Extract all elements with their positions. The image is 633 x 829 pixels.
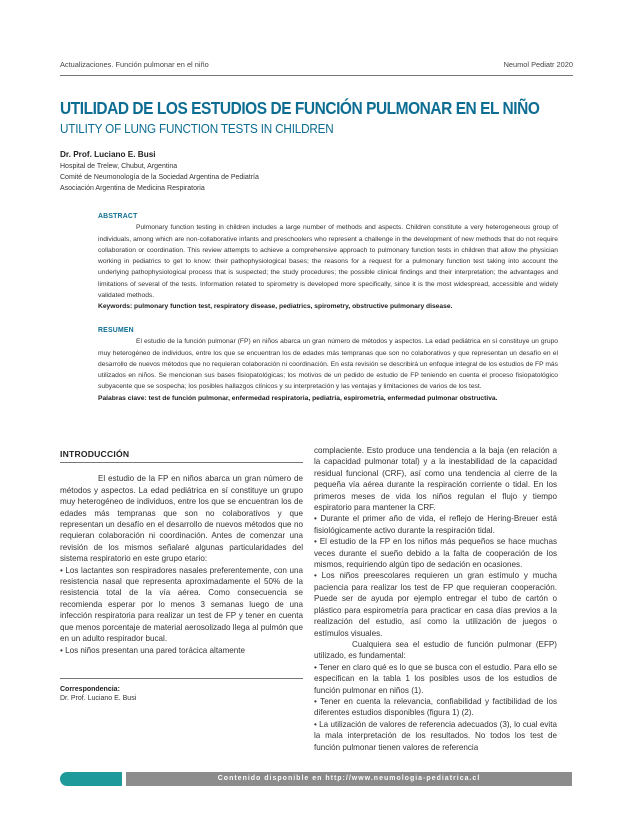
intro-bullet-hering-breuer: • Durante el primer año de vida, el reflejo de Hering-Breuer está fisiológicamente activo durante la respiración tidal. — [314, 514, 557, 535]
article-title-english: UTILITY OF LUNG FUNCTION TESTS IN CHILDREN — [60, 122, 334, 136]
author-block — [60, 150, 460, 194]
page-footer — [60, 772, 572, 786]
abstract-text: Pulmonary function testing in children includes a large number of methods and aspects. Children constitute a very heterogeneous group of individuals, among which are non-collaborative infants and preschoolers who represent a challenge in the development of new methods that do not require collaboration or coordination. This review attempts to achieve a comprehensive approach to pulmonary function tests in children that allow the physician working in pediatrics to get to know: their pathophysiological bases; the reasons for a request for a pulmonary function test taking into account the underlying pathophysiological process that is suspected; the study procedures; the possible clinical findings and their interpretation; the advantages and limitations of several of the tests. Information related to spirometry is developed more specifically, since it is the most widespread, accessible and widely validated methods. — [98, 224, 558, 300]
introduction-heading: INTRODUCCIÓN — [60, 449, 130, 459]
correspondence-heading: Correspondencia: — [60, 686, 120, 693]
body-column-left — [60, 445, 303, 656]
intro-bullet-preschool: • Los niños preescolares requieren un gran estímulo y mucha paciencia para realizar los test de FP que requieran cooperación. Puede ser de ayuda por ejemplo entregar el tubo de cartón o plástico para espirometría para practicar en casa días previos a la realización del estudio, así como la utilización de juegos o estímulos visuales. — [314, 571, 557, 638]
running-header — [60, 60, 573, 74]
abstract-spanish — [98, 325, 558, 404]
abstract-keywords: Keywords: pulmonary function test, respiratory disease, pediatrics, spirometry, obstructive pulmonary disease. — [98, 303, 453, 311]
author-name: Dr. Prof. Luciano E. Busi — [60, 150, 156, 159]
affiliation-3: Asociación Argentina de Medicina Respiratoria — [60, 185, 205, 192]
affiliation-1: Hospital de Trelew, Chubut, Argentina — [60, 163, 178, 170]
article-title-spanish: UTILIDAD DE LOS ESTUDIOS DE FUNCIÓN PULMONAR EN EL NIÑO — [60, 98, 540, 118]
resumen-keywords: Palabras clave: test de función pulmonar, enfermedad respiratoria, pediatría, espirometría, enfermedad pulmonar obstructiva. — [98, 394, 498, 402]
intro-bullet-sleep: • El estudio de la FP en los niños más pequeños se hace muchas veces durante el sueño debido a la falta de cooperación de los mismos, requiriendo algún tipo de sedación en ocasiones. — [314, 537, 557, 570]
intro-continuation: complaciente. Esto produce una tendencia a la baja (en relación a la capacidad pulmonar total) y a la inestabilidad de la capacidad residual funcional (CRF), así como una tendencia al cierre de la pequeña vía aérea durante la respiración corriente o tidal. En los primeros meses de vida los niños regulan el flujo y tiempo espiratorio para mantener la CRF. — [314, 446, 557, 513]
correspondence-name: Dr. Prof. Luciano E. Busi — [60, 695, 137, 702]
correspondence-divider — [60, 678, 303, 679]
running-header-journal: Neumol Pediatr 2020 — [503, 60, 573, 69]
body-column-right — [314, 445, 557, 753]
footer-accent-tab — [60, 772, 122, 786]
intro-paragraph-1: El estudio de la FP en niños abarca un gran número de métodos y aspectos. La edad pediátrica en sí constituye un grupo muy heterogéneo de individuos, entre los que se encuentran los de edades más tempranas que son no colaborativos y que representan un desafío en el desarrollo de nuevos métodos que no requieran colaboración ni coordinación. Antes de comenzar una revisión de los mismos señalaré algunas particularidades del sistema respiratorio en este grupo etario: — [60, 474, 303, 564]
intro-paragraph-efp: Cualquiera sea el estudio de función pulmonar (EFP) utilizado, es fundamental: — [314, 639, 557, 661]
intro-bullet-purpose: • Tener en claro qué es lo que se busca con el estudio. Para ello se especifican en la tabla 1 los posibles usos de los estudios de función pulmonar en niños (1). — [314, 662, 557, 695]
section-divider — [60, 462, 303, 463]
intro-bullet-chest-wall: • Los niños presentan una pared torácica altamente — [60, 645, 246, 655]
correspondence-block — [60, 678, 303, 702]
footer-website-link[interactable]: Contenido disponible en http://www.neumologia-pediatrica.cl — [126, 772, 572, 786]
intro-bullet-infants: • Los lactantes son respiradores nasales preferentemente, con una resistencia nasal que representa aproximadamente el 50% de la resistencia total de la vía aérea. Como consecuencia se recomienda esperar por lo menos 3 semanas luego de una infección respiratoria para realizar un test de FP y tener en cuenta que menos porcentaje de material aerosolizado llega al pulmón que en un adulto respirador bucal. — [60, 565, 303, 644]
resumen-heading: RESUMEN — [98, 327, 134, 334]
affiliation-2: Comité de Neumonología de la Sociedad Argentina de Pediatría — [60, 174, 259, 181]
resumen-text: El estudio de la función pulmonar (FP) en niños abarca un gran número de métodos y aspectos. La edad pediátrica en sí constituye un grupo muy heterogéneo de individuos, entre los que se encuentran los de edades más tempranas que son no colaborativos y que representan un desafío en el desarrollo de nuevos métodos que no requieran colaboración ni coordinación. En esta revisión se describirá un enfoque integral de los estudios de FP más utilizados en niños. Se mencionan sus bases fisiopatológicas; los motivos de un pedido de estudio de FP teniendo en cuenta el proceso fisiopatológico subyacente que se sospecha; los posibles hallazgos clínicos y su interpretación y las ventajas y limitaciones de varios de los test. — [98, 338, 558, 391]
running-header-section: Actualizaciones. Función pulmonar en el niño — [60, 60, 209, 69]
abstract-english — [98, 211, 558, 313]
header-divider — [60, 75, 573, 76]
intro-bullet-relevance: • Tener en cuenta la relevancia, confiabilidad y factibilidad de los diferentes estudios disponibles (figura 1) (2). — [314, 696, 557, 718]
intro-bullet-reference-values: • La utilización de valores de referencia adecuados (3), lo cual evita la mala interpretación de los resultados. No todos los test de función pulmonar tienen valores de referencia — [314, 719, 557, 752]
abstract-heading: ABSTRACT — [98, 213, 138, 220]
